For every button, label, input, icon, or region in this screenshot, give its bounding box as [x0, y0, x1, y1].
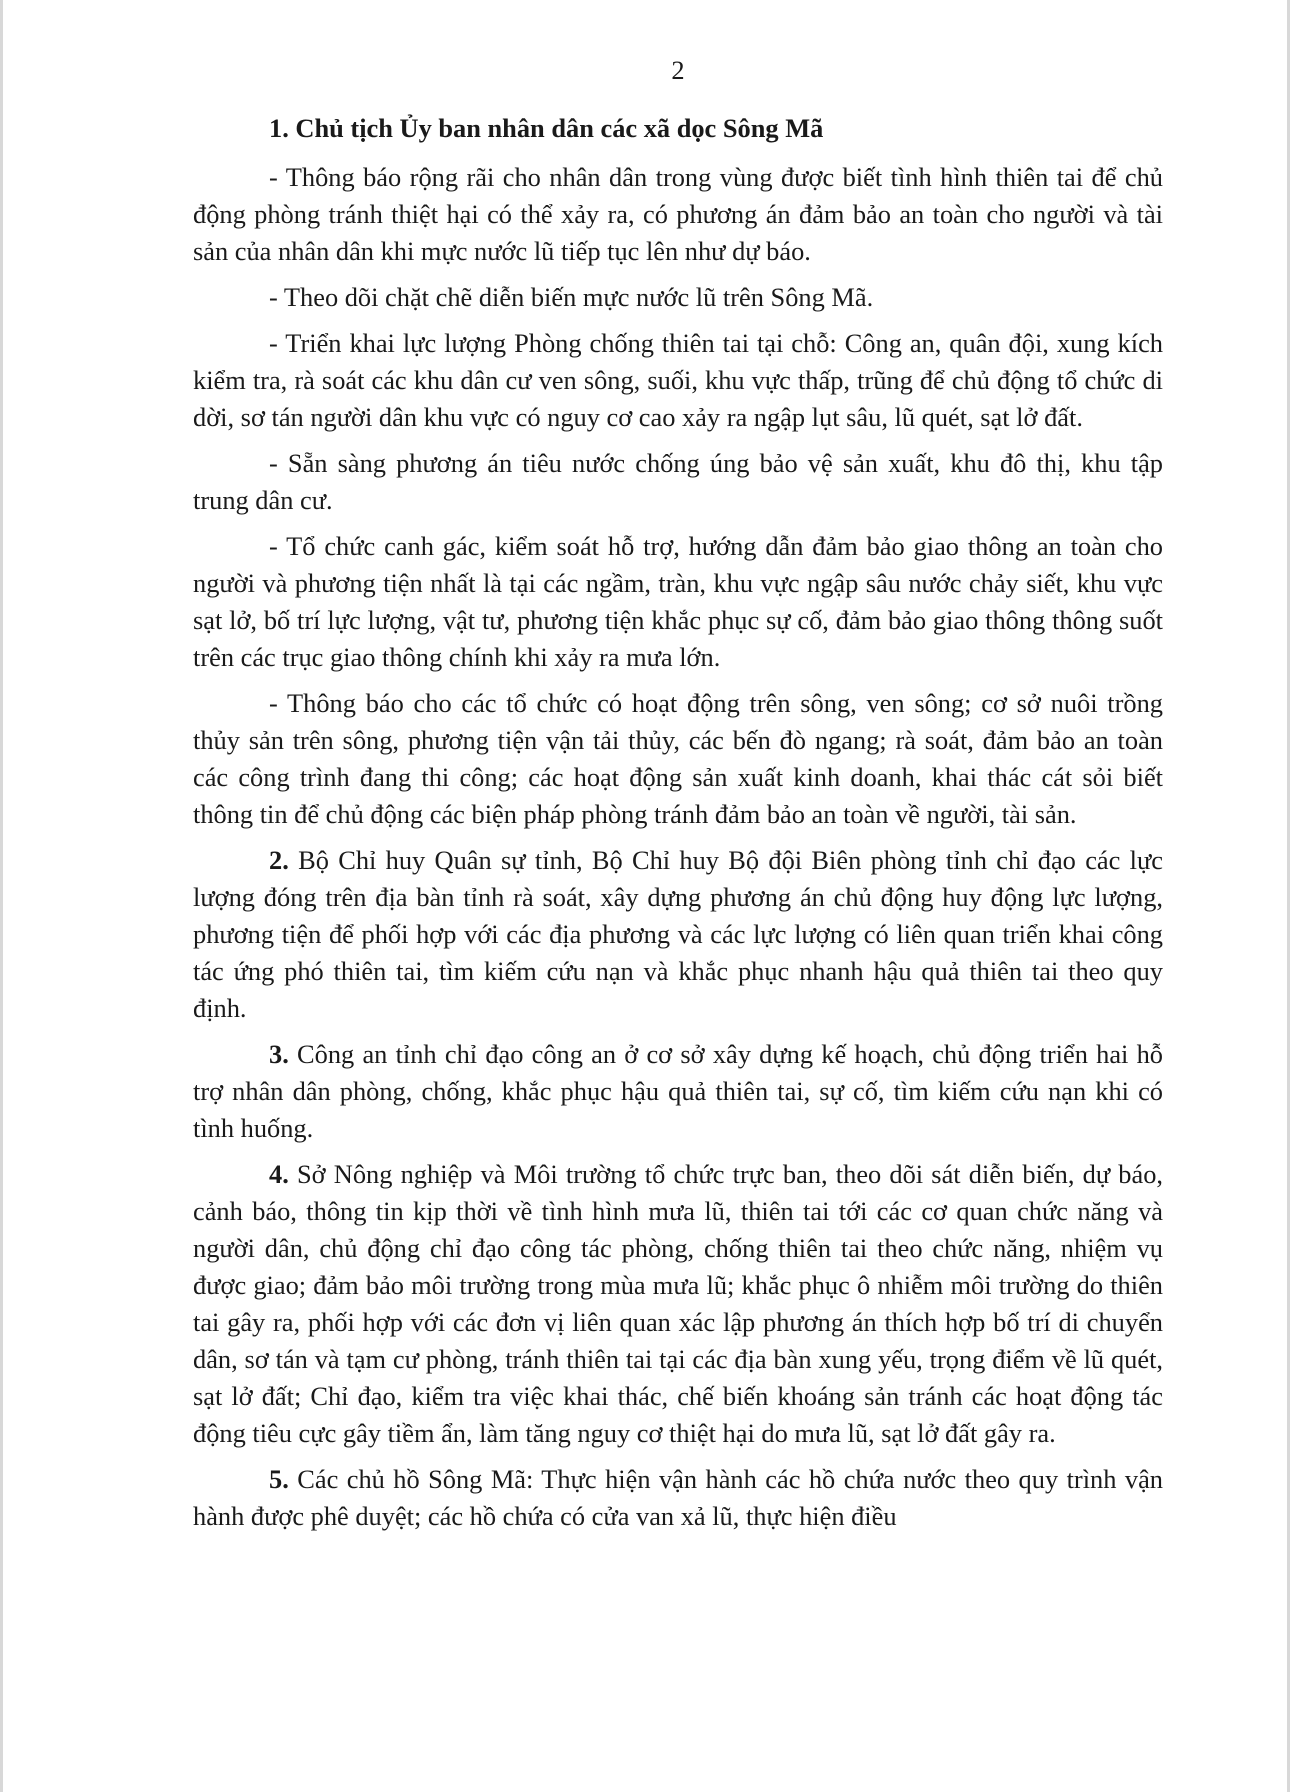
paragraph	[193, 685, 1163, 833]
paragraph-text: - Thông báo rộng rãi cho nhân dân trong vùng được biết tình hình thiên tai để chủ động phòng tránh thiệt hại có thể xảy ra, có phương án đảm bảo an toàn cho người và tài sản của nhân dân khi mực nước lũ tiếp tục lên như dự báo.	[193, 162, 1163, 266]
page-content	[193, 50, 1163, 1544]
paragraph	[193, 445, 1163, 519]
paragraph	[193, 1036, 1163, 1147]
paragraph	[193, 528, 1163, 676]
paragraph-text: - Tổ chức canh gác, kiểm soát hỗ trợ, hướng dẫn đảm bảo giao thông an toàn cho người và phương tiện nhất là tại các ngầm, tràn, khu vực ngập sâu nước chảy siết, khu vực sạt lở, bố trí lực lượng, vật tư, phương tiện khắc phục sự cố, đảm bảo giao thông thông suốt trên các trục giao thông chính khi xảy ra mưa lớn.	[193, 531, 1163, 672]
paragraph	[193, 842, 1163, 1027]
paragraph-text: - Triển khai lực lượng Phòng chống thiên tai tại chỗ: Công an, quân đội, xung kích kiểm tra, rà soát các khu dân cư ven sông, suối, khu vực thấp, trũng để chủ động tổ chức di dời, sơ tán người dân khu vực có nguy cơ cao xảy ra ngập lụt sâu, lũ quét, sạt lở đất.	[193, 328, 1163, 432]
paragraph	[193, 279, 1163, 316]
paragraph-number: 4.	[269, 1159, 289, 1189]
paragraph-text: - Theo dõi chặt chẽ diễn biến mực nước lũ trên Sông Mã.	[269, 282, 874, 312]
paragraph-number: 3.	[269, 1039, 289, 1069]
paragraph	[193, 159, 1163, 270]
paragraph	[193, 1156, 1163, 1452]
paragraph-number: 2.	[269, 845, 289, 875]
paragraph	[193, 325, 1163, 436]
paragraph-text: Công an tỉnh chỉ đạo công an ở cơ sở xây dựng kế hoạch, chủ động triển hai hỗ trợ nhân dân phòng, chống, khắc phục hậu quả thiên tai, sự cố, tìm kiếm cứu nạn khi có tình huống.	[193, 1039, 1163, 1143]
section-heading: 1. Chủ tịch Ủy ban nhân dân các xã dọc Sông Mã	[269, 113, 824, 143]
paragraph-text: Các chủ hồ Sông Mã: Thực hiện vận hành các hồ chứa nước theo quy trình vận hành được phê duyệt; các hồ chứa có cửa van xả lũ, thực hiện điều	[193, 1464, 1163, 1531]
paragraph-text: - Sẵn sàng phương án tiêu nước chống úng bảo vệ sản xuất, khu đô thị, khu tập trung dân cư.	[193, 448, 1163, 515]
paragraph-text: Bộ Chỉ huy Quân sự tỉnh, Bộ Chỉ huy Bộ đội Biên phòng tỉnh chỉ đạo các lực lượng đóng trên địa bàn tỉnh rà soát, xây dựng phương án chủ động huy động lực lượng, phương tiện để phối hợp với các địa phương và các lực lượng có liên quan triển khai công tác ứng phó thiên tai, tìm kiếm cứu nạn và khắc phục nhanh hậu quả thiên tai theo quy định.	[193, 845, 1163, 1023]
page-number: 2	[671, 55, 685, 85]
paragraph-text: - Thông báo cho các tổ chức có hoạt động trên sông, ven sông; cơ sở nuôi trồng thủy sản trên sông, phương tiện vận tải thủy, các bến đò ngang; rà soát, đảm bảo an toàn các công trình đang thi công; các hoạt động sản xuất kinh doanh, khai thác cát sỏi biết thông tin để chủ động các biện pháp phòng tránh đảm bảo an toàn về người, tài sản.	[193, 688, 1163, 829]
paragraph-text: Sở Nông nghiệp và Môi trường tổ chức trực ban, theo dõi sát diễn biến, dự báo, cảnh báo, thông tin kịp thời về tình hình mưa lũ, thiên tai tới các cơ quan chức năng và người dân, chủ động chỉ đạo công tác phòng, chống thiên tai theo chức năng, nhiệm vụ được giao; đảm bảo môi trường trong mùa mưa lũ; khắc phục ô nhiễm môi trường do thiên tai gây ra, phối hợp với các đơn vị liên quan xác lập phương án thích hợp bố trí di chuyển dân, sơ tán và tạm cư phòng, tránh thiên tai tại các địa bàn xung yếu, trọng điểm về lũ quét, sạt lở đất; Chỉ đạo, kiểm tra việc khai thác, chế biến khoáng sản tránh các hoạt động tác động tiêu cực gây tiềm ẩn, làm tăng nguy cơ thiệt hại do mưa lũ, sạt lở đất gây ra.	[193, 1159, 1163, 1448]
paragraph-number: 5.	[269, 1464, 289, 1494]
paragraph	[193, 1461, 1163, 1535]
